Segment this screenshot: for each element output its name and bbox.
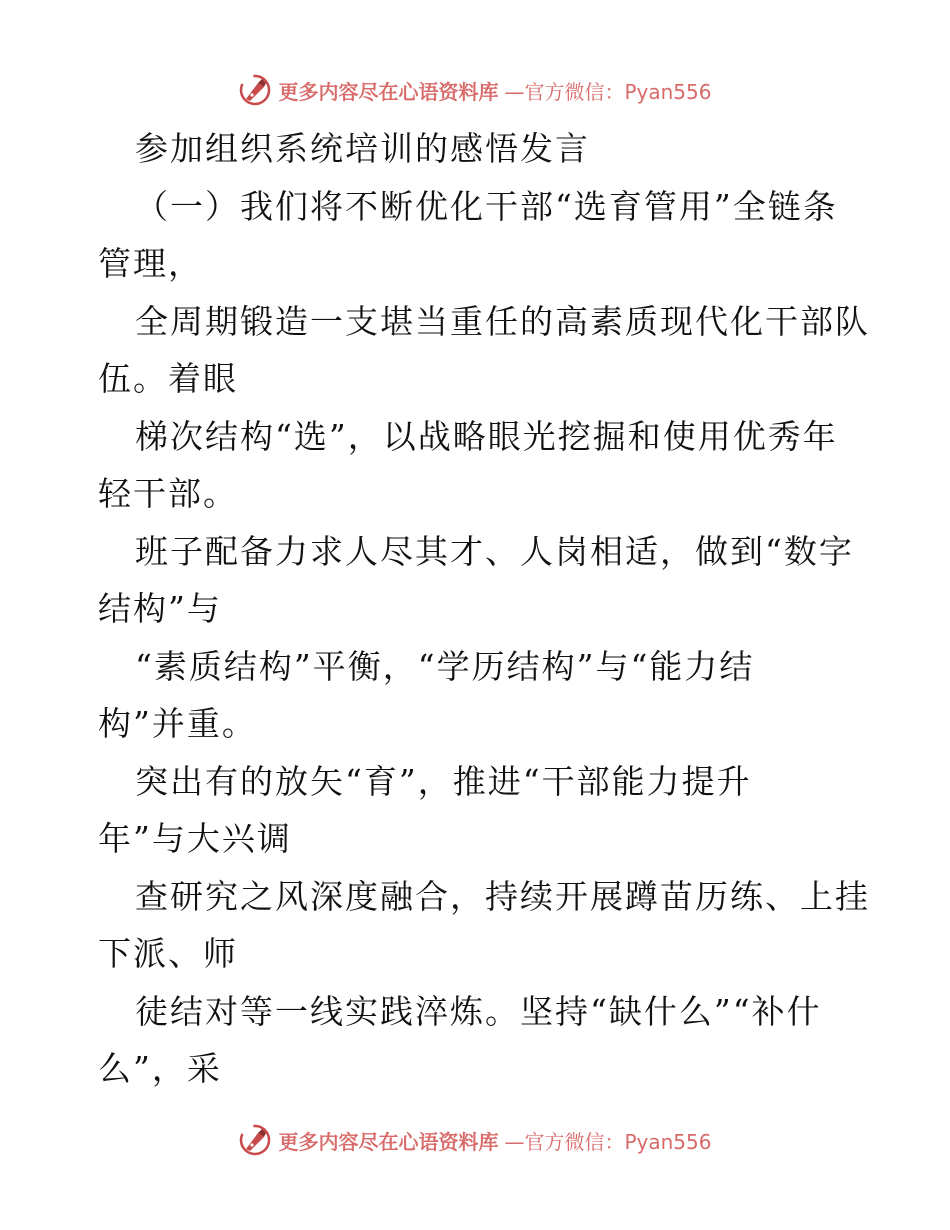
paragraph-line: 下派、师 [98,934,238,973]
paragraph [98,293,870,408]
document-body [98,120,870,1098]
watermark-header [0,70,950,110]
title-text: 参加组织系统培训的感悟发言 [135,129,590,168]
paragraph [98,178,858,293]
paragraph-line: 管理， [98,244,203,283]
paragraph [98,638,858,753]
paragraph-line: （一）我们将不断优化干部“选育管用”全链条 [135,186,838,226]
paragraph-line: 班子配备力求人尽其才、人岗相适，做到“数字 [135,531,854,571]
paragraph-line: 梯次结构“选”，以战略眼光挖掘和使用优秀年 [135,416,838,456]
paragraph [98,523,858,638]
watermark-text: 更多内容尽在心语资料库 [278,1129,499,1154]
paragraph [98,408,858,523]
paragraph [98,868,870,983]
document-title [98,120,858,178]
watermark-wechat: —官方微信：Pyan556 [504,1129,712,1154]
paragraph [98,983,858,1098]
paragraph-line: 突出有的放矢“育”，推进“干部能力提升 [135,761,752,801]
paragraph-line: 徒结对等一线实践淬炼。坚持“缺什么”“补什 [135,991,822,1031]
paragraph-line: 构”并重。 [98,704,257,743]
watermark-wechat: —官方微信：Pyan556 [504,79,712,104]
watermark-footer [0,1120,950,1160]
pen-nib-logo-icon [238,73,272,107]
watermark-text: 更多内容尽在心语资料库 [278,79,499,104]
pen-nib-logo-icon [238,1123,272,1157]
paragraph-line: 么”，采 [98,1049,222,1088]
paragraph-line: 查研究之风深度融合，持续开展蹲苗历练、上挂 [135,876,870,916]
paragraph-line: 结构”与 [98,589,222,628]
paragraph-line: 轻干部。 [98,474,238,513]
paragraph-line: 年”与大兴调 [98,819,292,858]
paragraph-line: “素质结构”平衡，“学历结构”与“能力结 [135,646,755,686]
paragraph [98,753,858,868]
paragraph-line: 伍。着眼 [98,359,238,398]
paragraph-line: 全周期锻造一支堪当重任的高素质现代化干部队 [135,301,870,341]
